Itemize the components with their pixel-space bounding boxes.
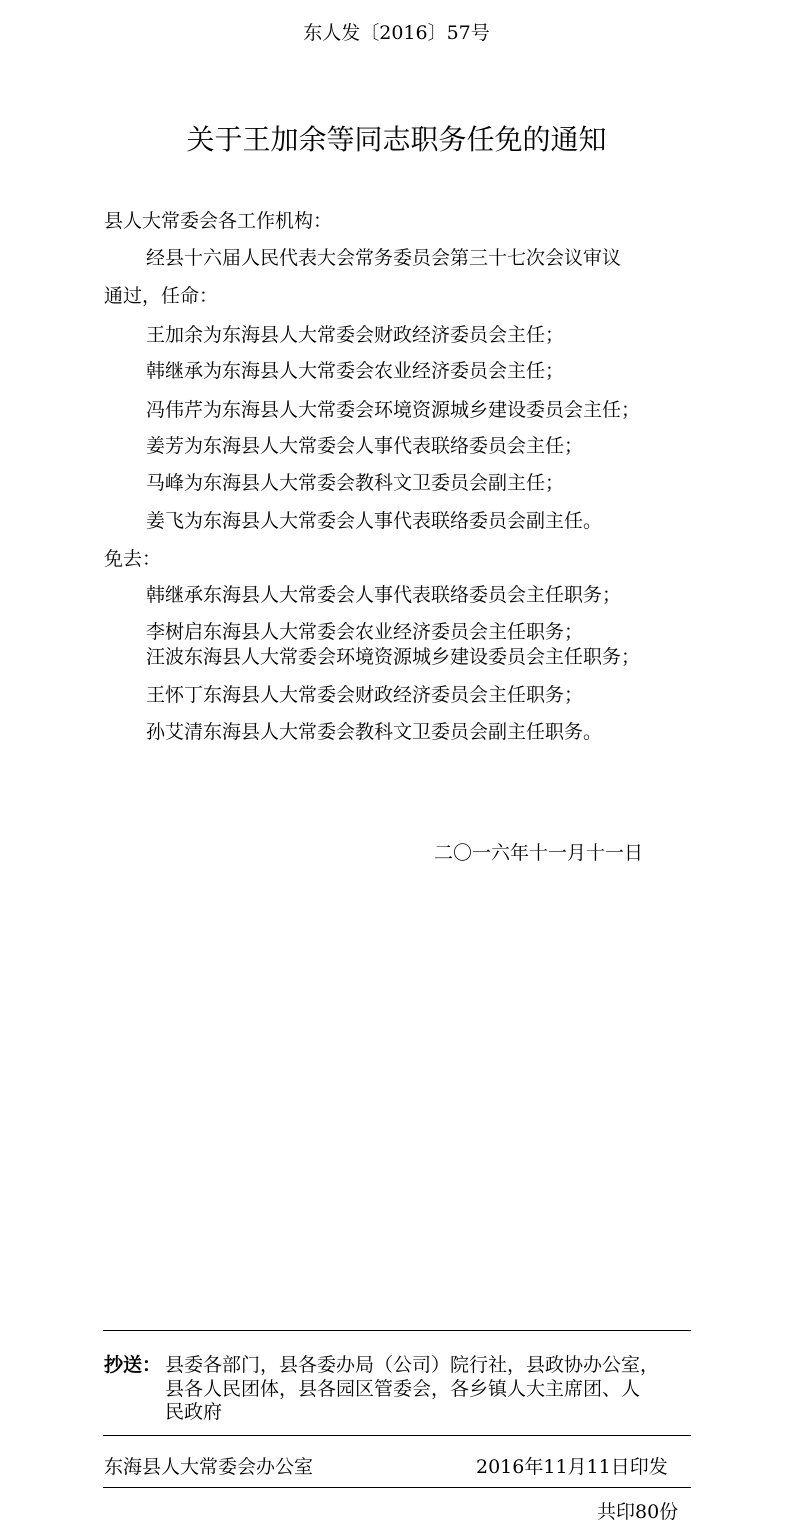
removal-item: 王怀丁东海县人大常委会财政经济委员会主任职务； bbox=[146, 684, 584, 706]
removal-item: 汪波东海县人大常委会环境资源城乡建设委员会主任职务； bbox=[146, 646, 641, 668]
appointment-item: 姜芳为东海县人大常委会人事代表联络委员会主任； bbox=[146, 435, 584, 457]
document-number: 东人发〔2016〕57号 bbox=[303, 22, 490, 44]
intro-line-1: 经县十六届人民代表大会常务委员会第三十七次会议审议 bbox=[146, 247, 622, 269]
addressee: 县人大常委会各工作机构： bbox=[104, 210, 333, 232]
cc-recipients-line: 县各人民团体，县各园区管委会，各乡镇人大主席团、人 bbox=[165, 1378, 641, 1400]
appointment-item: 王加余为东海县人大常委会财政经济委员会主任； bbox=[146, 324, 565, 346]
cc-recipients-line: 县委各部门，县各委办局（公司）院行社，县政协办公室， bbox=[165, 1354, 660, 1376]
removal-label: 免去： bbox=[104, 548, 162, 570]
removal-item: 孙艾清东海县人大常委会教科文卫委员会副主任职务。 bbox=[146, 721, 603, 743]
appointment-item: 冯伟芹为东海县人大常委会环境资源城乡建设委员会主任； bbox=[146, 399, 641, 421]
appointment-item: 韩继承为东海县人大常委会农业经济委员会主任； bbox=[146, 360, 565, 382]
appointment-item: 马峰为东海县人大常委会教科文卫委员会副主任； bbox=[146, 472, 565, 494]
cc-recipients-line: 民政府 bbox=[165, 1401, 223, 1423]
removal-item: 韩继承东海县人大常委会人事代表联络委员会主任职务； bbox=[146, 584, 622, 606]
intro-line-2: 通过，任命： bbox=[104, 285, 219, 307]
footer-middle-rule bbox=[103, 1435, 691, 1436]
footer-top-rule bbox=[103, 1330, 691, 1331]
signature-date: 二〇一六年十一月十一日 bbox=[434, 842, 644, 864]
issuing-office: 东海县人大常委会办公室 bbox=[104, 1456, 314, 1478]
footer-bottom-rule bbox=[103, 1487, 691, 1488]
issue-date: 2016年11月11日印发 bbox=[476, 1456, 668, 1478]
document-title: 关于王加余等同志职务任免的通知 bbox=[186, 123, 607, 156]
print-copies: 共印80份 bbox=[597, 1501, 679, 1523]
removal-item: 李树启东海县人大常委会农业经济委员会主任职务； bbox=[146, 621, 584, 643]
cc-label: 抄送： bbox=[104, 1354, 162, 1376]
appointment-item: 姜飞为东海县人大常委会人事代表联络委员会副主任。 bbox=[146, 510, 603, 532]
